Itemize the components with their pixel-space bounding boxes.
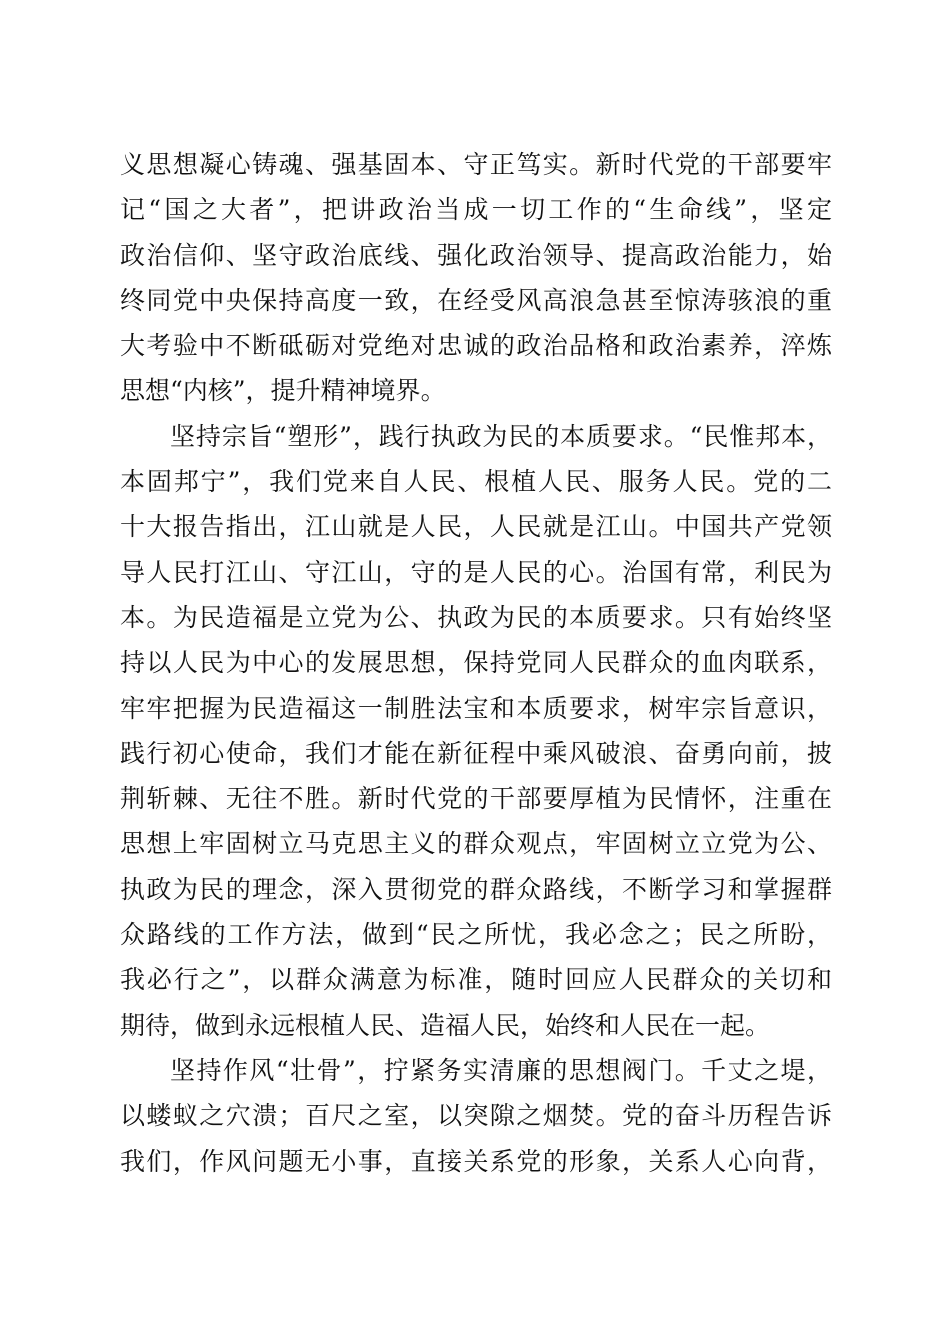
text-line: 牢牢把握为民造福这一制胜法宝和本质要求，树牢宗旨意识， [120,693,832,723]
paragraph-first-line: 坚持作风“壮骨”，拧紧务实清廉的思想阀门。千丈之堤， [170,1055,832,1085]
text-line: 思想上牢固树立马克思主义的群众观点，牢固树立立党为公、 [120,829,832,859]
text-line: 我们，作风问题无小事，直接关系党的形象，关系人心向背， [120,1146,832,1176]
text-line: 义思想凝心铸魂、强基固本、守正笃实。新时代党的干部要牢 [120,150,832,179]
text-line: 以蝼蚁之穴溃；百尺之室，以突隙之烟焚。党的奋斗历程告诉 [120,1101,832,1131]
text-line: 期待，做到永远根植人民、造福人民，始终和人民在一起。 [120,1010,771,1040]
text-line: 荆斩棘、无往不胜。新时代党的干部要厚植为民情怀，注重在 [120,784,832,814]
text-line: 本。为民造福是立党为公、执政为民的本质要求。只有始终坚 [120,602,832,632]
text-line: 本固邦宁”，我们党来自人民、根植人民、服务人民。党的二 [120,467,832,497]
body-text [120,142,832,1184]
text-line: 践行初心使命，我们才能在新征程中乘风破浪、奋勇向前，披 [120,738,832,768]
text-line: 执政为民的理念，深入贯彻党的群众路线，不断学习和掌握群 [120,874,832,904]
text-line: 导人民打江山、守江山，守的是人民的心。治国有常，利民为 [120,557,832,587]
text-line: 记“国之大者”，把讲政治当成一切工作的“生命线”，坚定 [120,195,832,225]
text-line: 终同党中央保持高度一致，在经受风高浪急甚至惊涛骇浪的重 [120,285,832,315]
text-line: 众路线的工作方法，做到“民之所忧，我必念之；民之所盼， [120,920,832,950]
text-line: 我必行之”，以群众满意为标准，随时回应人民群众的关切和 [120,965,832,995]
text-line: 大考验中不断砥砺对党绝对忠诚的政治品格和政治素养，淬炼 [120,331,832,361]
text-line: 持以人民为中心的发展思想，保持党同人民群众的血肉联系， [120,648,832,678]
paragraph-first-line: 坚持宗旨“塑形”，践行执政为民的本质要求。“民惟邦本， [170,421,832,451]
text-line: 思想“内核”，提升精神境界。 [120,376,446,406]
text-line: 十大报告指出，江山就是人民，人民就是江山。中国共产党领 [120,512,832,542]
text-line: 政治信仰、坚守政治底线、强化政治领导、提高政治能力，始 [120,240,832,270]
